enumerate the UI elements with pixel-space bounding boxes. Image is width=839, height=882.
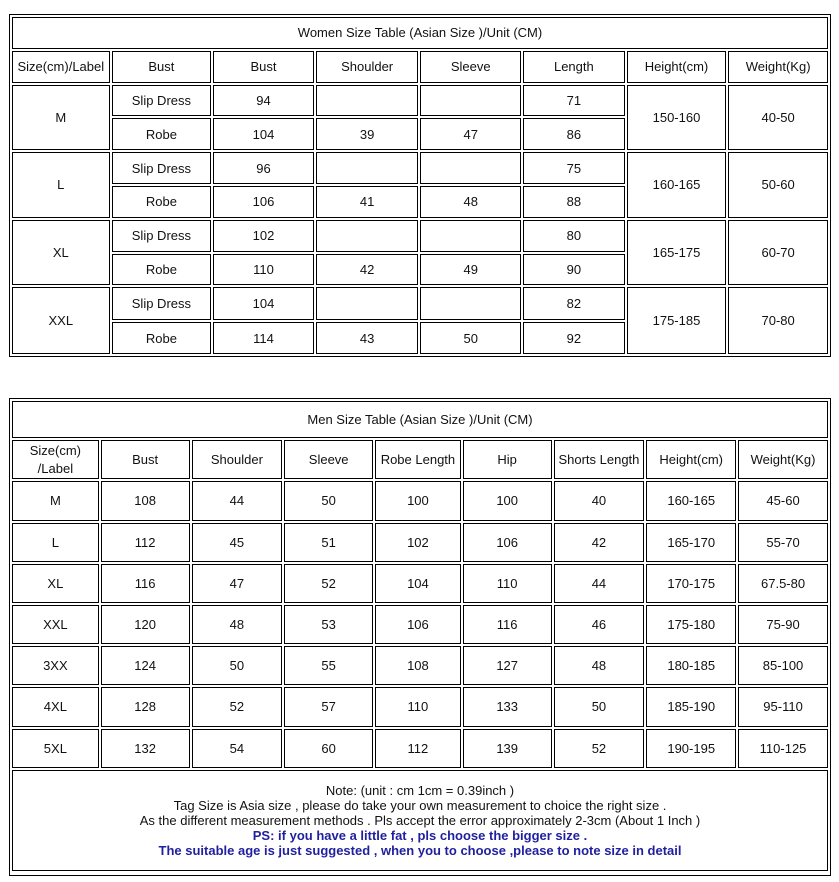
weight-range: 70-80 (728, 287, 828, 354)
weight-range: 50-60 (728, 152, 828, 218)
sleeve-value: 48 (420, 186, 521, 218)
women-table-title: Women Size Table (Asian Size )/Unit (CM) (12, 17, 828, 49)
header-sleeve: Sleeve (284, 440, 373, 479)
length-value: 88 (523, 186, 625, 218)
size-label: XXL (12, 605, 99, 644)
height-range: 160-165 (627, 152, 727, 218)
sleeve-value: 50 (420, 322, 521, 354)
header-size-label (12, 440, 99, 479)
table-row (12, 564, 828, 603)
header-length: Length (523, 51, 625, 83)
length-value: 90 (523, 254, 625, 286)
note-tag-size: Tag Size is Asia size , please do take your own measurement to choice the right size . (173, 798, 667, 814)
bust-value: 110 (213, 254, 314, 286)
table-row (12, 646, 828, 685)
header-bust: Bust (213, 51, 314, 83)
notes-cell (12, 770, 828, 871)
header-height: Height(cm) (627, 51, 727, 83)
header-size-line2: /Label (37, 461, 74, 477)
note-bigger-size: PS: if you have a little fat , pls choose the bigger size . (252, 828, 588, 844)
hip-value: 100 (463, 481, 552, 520)
header-size-line1: Size(cm) (29, 443, 81, 459)
bust-value: 128 (101, 687, 190, 726)
shoulder-value: 54 (192, 729, 283, 768)
bust-value: 94 (213, 85, 314, 117)
header-bust-type: Bust (112, 51, 212, 83)
robe-length-value: 106 (375, 605, 461, 644)
sleeve-value: 52 (284, 564, 373, 603)
men-title-row (12, 401, 828, 438)
size-label: M (12, 481, 99, 520)
weight-range: 85-100 (738, 646, 828, 685)
shoulder-value: 47 (192, 564, 283, 603)
length-value: 92 (523, 322, 625, 354)
shorts-length-value: 52 (554, 729, 645, 768)
size-label: L (12, 152, 110, 218)
shoulder-value: 43 (316, 322, 419, 354)
size-label: 4XL (12, 687, 99, 726)
bust-value: 132 (101, 729, 190, 768)
robe-length-value: 102 (375, 523, 461, 562)
height-range: 175-180 (646, 605, 736, 644)
table-row (12, 287, 828, 320)
shoulder-value: 44 (192, 481, 283, 520)
notes-row (12, 770, 828, 871)
shorts-length-value: 40 (554, 481, 645, 520)
sleeve-value: 51 (284, 523, 373, 562)
size-label: XL (12, 564, 99, 603)
hip-value: 133 (463, 687, 552, 726)
header-shoulder: Shoulder (192, 440, 283, 479)
height-range: 170-175 (646, 564, 736, 603)
robe-length-value: 108 (375, 646, 461, 685)
women-size-table (9, 14, 831, 357)
women-title-row (12, 17, 828, 49)
length-value: 71 (523, 85, 625, 117)
garment-type: Robe (112, 118, 212, 150)
size-label: 3XX (12, 646, 99, 685)
bust-value: 104 (213, 118, 314, 150)
men-header-row (12, 440, 828, 479)
shorts-length-value: 50 (554, 687, 645, 726)
length-value: 86 (523, 118, 625, 150)
garment-type: Robe (112, 254, 212, 286)
robe-length-value: 104 (375, 564, 461, 603)
hip-value: 116 (463, 605, 552, 644)
height-range: 180-185 (646, 646, 736, 685)
women-header-row (12, 51, 828, 83)
height-range: 185-190 (646, 687, 736, 726)
sleeve-value (420, 220, 521, 252)
robe-length-value: 112 (375, 729, 461, 768)
shoulder-value (316, 287, 419, 320)
weight-range: 75-90 (738, 605, 828, 644)
bust-value: 108 (101, 481, 190, 520)
size-label: XL (12, 220, 110, 286)
bust-value: 102 (213, 220, 314, 252)
bust-value: 112 (101, 523, 190, 562)
shorts-length-value: 46 (554, 605, 645, 644)
table-row (12, 481, 828, 520)
weight-range: 45-60 (738, 481, 828, 520)
header-robe-length: Robe Length (375, 440, 461, 479)
shoulder-value (316, 85, 419, 117)
shoulder-value: 52 (192, 687, 283, 726)
sleeve-value (420, 287, 521, 320)
table-row (12, 152, 828, 184)
hip-value: 110 (463, 564, 552, 603)
header-weight: Weight(Kg) (728, 51, 828, 83)
table-row (12, 729, 828, 768)
header-size-label: Size(cm)/Label (12, 51, 110, 83)
weight-range: 95-110 (738, 687, 828, 726)
hip-value: 139 (463, 729, 552, 768)
sleeve-value (420, 152, 521, 184)
weight-range: 40-50 (728, 85, 828, 151)
height-range: 165-175 (627, 220, 727, 286)
sleeve-value: 50 (284, 481, 373, 520)
sleeve-value: 53 (284, 605, 373, 644)
table-row (12, 605, 828, 644)
garment-type: Slip Dress (112, 85, 212, 117)
sleeve-value: 57 (284, 687, 373, 726)
header-shorts-length: Shorts Length (554, 440, 645, 479)
length-value: 75 (523, 152, 625, 184)
weight-range: 60-70 (728, 220, 828, 286)
garment-type: Slip Dress (112, 152, 212, 184)
garment-type: Slip Dress (112, 220, 212, 252)
size-label: XXL (12, 287, 110, 354)
bust-value: 104 (213, 287, 314, 320)
shoulder-value (316, 220, 419, 252)
shoulder-value: 39 (316, 118, 419, 150)
height-range: 160-165 (646, 481, 736, 520)
bust-value: 106 (213, 186, 314, 218)
note-measurement-error: As the different measurement methods . Pls accept the error approximately 2-3cm (About 1 Inch ) (139, 813, 701, 829)
bust-value: 114 (213, 322, 314, 354)
men-size-table (9, 398, 831, 876)
bust-value: 120 (101, 605, 190, 644)
hip-value: 127 (463, 646, 552, 685)
sleeve-value: 47 (420, 118, 521, 150)
weight-range: 67.5-80 (738, 564, 828, 603)
height-range: 175-185 (627, 287, 727, 354)
robe-length-value: 110 (375, 687, 461, 726)
sleeve-value: 55 (284, 646, 373, 685)
height-range: 190-195 (646, 729, 736, 768)
men-table-title: Men Size Table (Asian Size )/Unit (CM) (12, 401, 828, 438)
shorts-length-value: 48 (554, 646, 645, 685)
hip-value: 106 (463, 523, 552, 562)
shoulder-value (316, 152, 419, 184)
height-range: 165-170 (646, 523, 736, 562)
robe-length-value: 100 (375, 481, 461, 520)
shoulder-value: 42 (316, 254, 419, 286)
header-height: Height(cm) (646, 440, 736, 479)
garment-type: Robe (112, 186, 212, 218)
header-hip: Hip (463, 440, 552, 479)
header-sleeve: Sleeve (420, 51, 521, 83)
garment-type: Robe (112, 322, 212, 354)
size-label: 5XL (12, 729, 99, 768)
bust-value: 124 (101, 646, 190, 685)
shoulder-value: 50 (192, 646, 283, 685)
header-weight: Weight(Kg) (738, 440, 828, 479)
header-shoulder: Shoulder (316, 51, 419, 83)
size-label: M (12, 85, 110, 151)
sleeve-value (420, 85, 521, 117)
shorts-length-value: 42 (554, 523, 645, 562)
shoulder-value: 45 (192, 523, 283, 562)
length-value: 82 (523, 287, 625, 320)
header-bust: Bust (101, 440, 190, 479)
note-unit: Note: (unit : cm 1cm = 0.39inch ) (325, 783, 515, 799)
shoulder-value: 48 (192, 605, 283, 644)
shorts-length-value: 44 (554, 564, 645, 603)
weight-range: 55-70 (738, 523, 828, 562)
bust-value: 116 (101, 564, 190, 603)
size-label: L (12, 523, 99, 562)
height-range: 150-160 (627, 85, 727, 151)
length-value: 80 (523, 220, 625, 252)
shoulder-value: 41 (316, 186, 419, 218)
table-row (12, 85, 828, 117)
bust-value: 96 (213, 152, 314, 184)
sleeve-value: 49 (420, 254, 521, 286)
note-suitable-age: The suitable age is just suggested , when you to choose ,please to note size in detail (158, 843, 682, 859)
weight-range: 110-125 (738, 729, 828, 768)
table-row (12, 687, 828, 726)
garment-type: Slip Dress (112, 287, 212, 320)
sleeve-value: 60 (284, 729, 373, 768)
table-row (12, 523, 828, 562)
table-row (12, 220, 828, 252)
